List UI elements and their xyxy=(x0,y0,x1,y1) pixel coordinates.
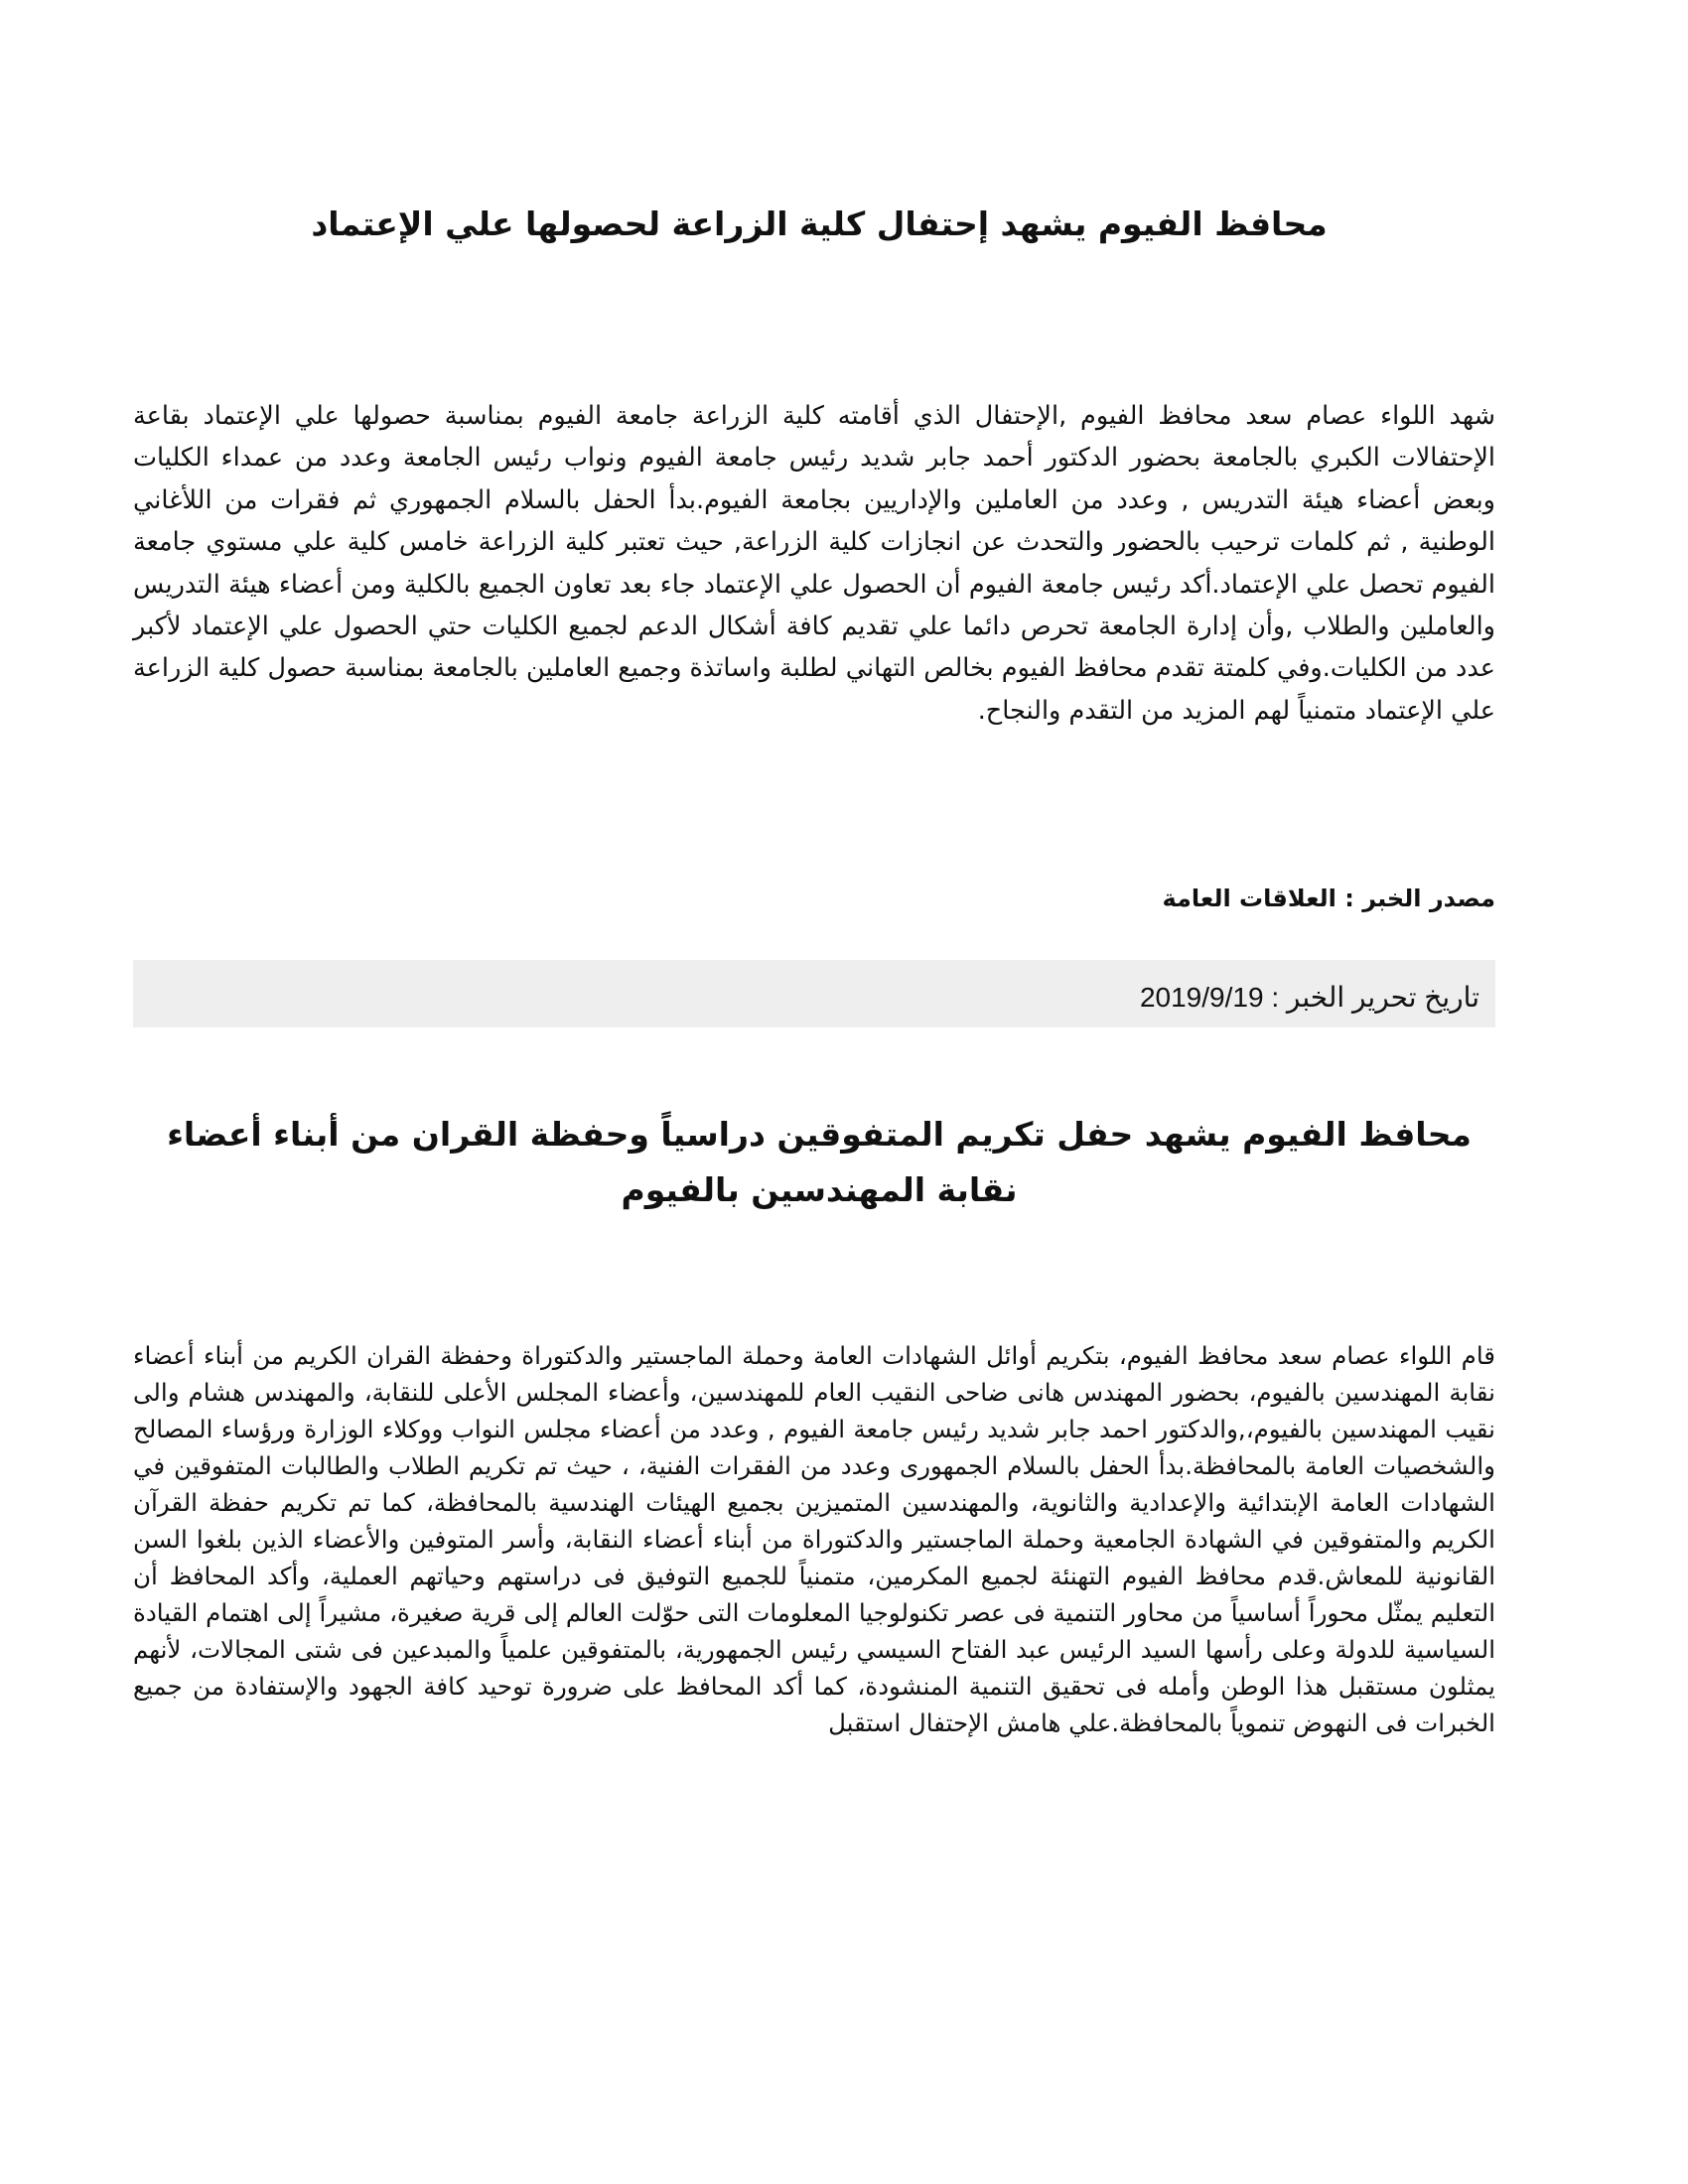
article-1-source: مصدر الخبر : العلاقات العامة xyxy=(1162,885,1495,912)
article-2-title: محافظ الفيوم يشهد حفل تكريم المتفوقين دراسياً وحفظة القران من أبناء أعضاء نقابة المهندسين بالفيوم xyxy=(167,1115,1472,1209)
article-2-body: قام اللواء عصام سعد محافظ الفيوم، بتكريم أوائل الشهادات العامة وحملة الماجستير والدكتوراة وحفظة القران الكريم من أبناء أعضاء نقابة المهندسين بالفيوم، بحضور المهندس هانى ضاحى النقيب العام للمهندسين، وأعضاء المجلس الأعلى للنقابة، والمهندس هشام والى نقيب المهندسين بالفيوم،,والدكتور احمد جابر شديد رئيس جامعة الفيوم , وعدد من أعضاء مجلس النواب ووكلاء الوزارة ورؤساء المصالح والشخصيات العامة بالمحافظة.بدأ الحفل بالسلام الجمهورى وعدد من الفقرات الفنية، ، حيث تم تكريم الطلاب والطالبات المتفوقين في الشهادات العامة الإبتدائية والإعدادية والثانوية، والمهندسين المتميزين بجميع الهيئات الهندسية بالمحافظة، كما تم تكريم حفظة القرآن الكريم والمتفوقين في الشهادة الجامعية وحملة الماجستير والدكتوراة من أبناء أعضاء النقابة، وأسر المتوفين والأعضاء الذين بلغوا السن القانونية للمعاش.قدم محافظ الفيوم التهنئة لجميع المكرمين، متمنياً للجميع التوفيق فى دراستهم وحياتهم العملية، وأكد المحافظ أن التعليم يمثّل محوراً أساسياً من محاور التنمية فى عصر تكنولوجيا المعلومات التى حوّلت العالم إلى قرية صغيرة، مشيراً إلى اهتمام القيادة السياسية للدولة وعلى رأسها السيد الرئيس عبد الفتاح السيسي رئيس الجمهورية، بالمتفوقين علمياً والمبدعين فى شتى المجالات، لأنهم يمثلون مستقبل هذا الوطن وأمله فى تحقيق التنمية المنشودة، كما أكد المحافظ على ضرورة توحيد كافة الجهود والإستفادة من جميع الخبرات فى النهوض تنموياً بالمحافظة.علي هامش الإحتفال استقبل xyxy=(133,1341,1495,1737)
article-1-date-bar xyxy=(133,960,1495,1027)
article-1-date: تاريخ تحرير الخبر : 2019/9/19 xyxy=(1139,982,1479,1013)
article-1-title: محافظ الفيوم يشهد إحتفال كلية الزراعة لحصولها علي الإعتماد xyxy=(311,205,1328,243)
article-1-body: شهد اللواء عصام سعد محافظ الفيوم ,الإحتفال الذي أقامته كلية الزراعة جامعة الفيوم بمناسبة حصولها علي الإعتماد بقاعة الإحتفالات الكبري بالجامعة بحضور الدكتور أحمد جابر شديد رئيس جامعة الفيوم ونواب رئيس الجامعة وعدد من عمداء الكليات وبعض أعضاء هيئة التدريس , وعدد من العاملين والإداريين بجامعة الفيوم.بدأ الحفل بالسلام الجمهوري ثم فقرات من اللأغاني الوطنية , ثم كلمات ترحيب بالحضور والتحدث عن انجازات كلية الزراعة, حيث تعتبر كلية الزراعة خامس كلية علي مستوي جامعة الفيوم تحصل علي الإعتماد.أكد رئيس جامعة الفيوم أن الحصول علي الإعتماد جاء بعد تعاون الجميع بالكلية ومن أعضاء هيئة التدريس والعاملين والطلاب ,وأن إدارة الجامعة تحرص دائما علي تقديم كافة أشكال الدعم لجميع الكليات حتي الحصول علي الإعتماد لأكبر عدد من الكليات.وفي كلمتة تقدم محافظ الفيوم بخالص التهاني لطلبة واساتذة وجميع العاملين بالجامعة بمناسبة حصول كلية الزراعة علي الإعتماد متمنياً لهم المزيد من التقدم والنجاح. xyxy=(133,401,1495,726)
